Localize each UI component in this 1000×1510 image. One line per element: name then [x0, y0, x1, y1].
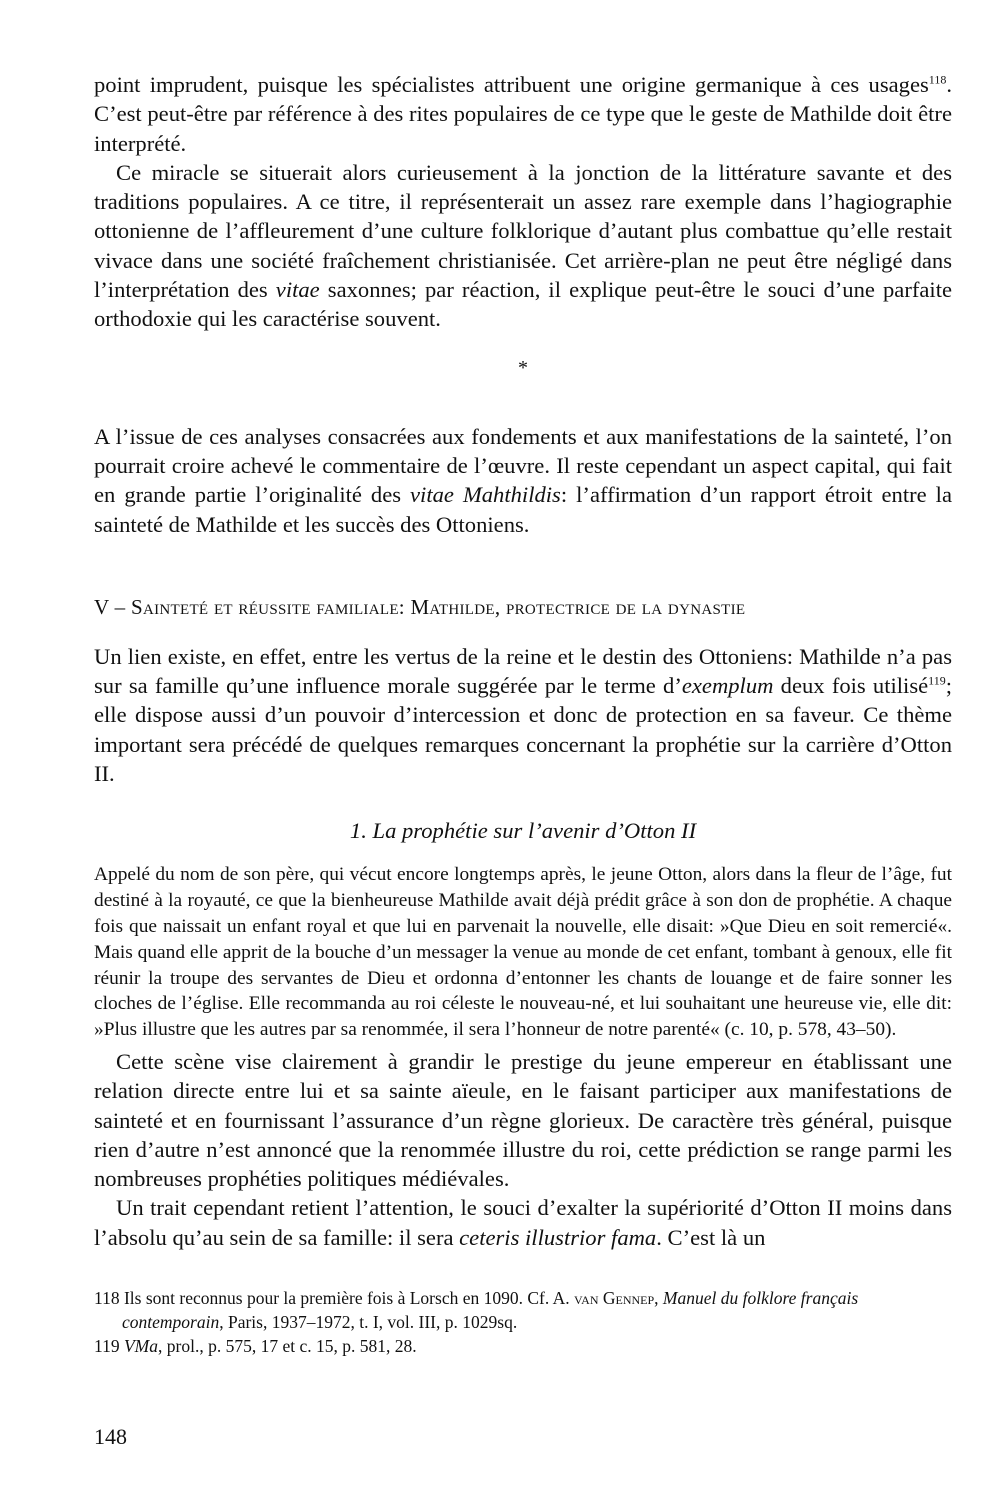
source-abbreviation: VMa	[123, 1336, 159, 1356]
paragraph: Un trait cependant retient l’attention, le souci d’exalter la supériorité d’Otton II moins dans l’absolu qu’au sein de sa famille: il sera ceteris illustrior fama. C’est là un	[94, 1195, 952, 1250]
footnote-number: 119	[94, 1336, 120, 1356]
footnote-ref[interactable]: 119	[928, 673, 946, 688]
paragraph: A l’issue de ces analyses consacrées aux fondements et aux manifestations de la sainteté, l’on pourrait croire achevé le commentaire de l’œuvre. Il reste cependant un aspect capital, qui fait en grande partie l’originalité des vitae Mahthildis: l’affirmation d’un rapport étroit entre la sainteté de Mathilde et les succès des Ottoniens.	[94, 423, 952, 537]
paragraph: point imprudent, puisque les spécialistes attribuent une origine germanique à ces usages$^{118}$. C’est peut-être par référence à des rites populaires de ce type que le geste de Mathilde doit être interprété.	[94, 72, 952, 156]
section-separator: *	[518, 356, 528, 379]
author-name: van Gennep	[574, 1288, 655, 1308]
footnote-ref[interactable]: 118	[928, 72, 947, 87]
book-title: Manuel du folklore français contemporain	[122, 1288, 859, 1332]
paragraph: Cette scène vise clairement à grandir le prestige du jeune empereur en établissant une relation directe entre lui et sa sainte aïeule, en le faisant participer aux manifestations de sainteté et en fournissant l’assurance d’un règne glorieux. De caractère très général, puisque rien d’autre n’est annoncé que la renommée illustre du roi, cette prédiction se range parmi les nombreuses prophéties politiques médiévales.	[94, 1048, 952, 1192]
paragraph: Ce miracle se situerait alors curieusement à la jonction de la littérature savante et des traditions populaires. A ce titre, il représenterait un assez rare exemple dans l’hagiographie ottonienne de l’affleurement d’une culture folklorique d’autant plus combattue qu’elle restait vivace dans une société fraîchement christianisée. Cet arrière-plan ne peut être négligé dans l’interprétation des vitae saxonnes; par réaction, il explique peut-être le souci d’une parfaite orthodoxie qui les caractérise souvent.	[94, 159, 952, 332]
section-heading: V – Sainteté et réussite familiale: Mathilde, protectrice de la dynastie	[94, 594, 746, 619]
document-page	[94, 70, 952, 1358]
footnote-number: 118	[94, 1288, 120, 1308]
block-quote: Appelé du nom de son père, qui vécut encore longtemps après, le jeune Otton, alors dans la fleur de l’âge, fut destiné à la royauté, ce que la bienheureuse Mathilde avait déjà prédit grâce à son don de prophétie. A chaque fois que naissait un enfant royal et que lui en parvenait la nouvelle, elle disait: »Que Dieu en soit remercié«. Mais quand elle apprit de la bouche d’un messager la venue au monde de cet enfant, tombant à genoux, elle fit réunir la troupe des servantes de Dieu et ordonna d’entonner les chants de louange et de faire sonner les cloches de l’église. Elle recommanda au roi céleste le nouveau-né, et lui souhaitant une heureuse vie, elle dit: »Plus illustre que les autres par sa renommée, il sera l’honneur de notre parenté« (c. 10, p. 578, 43–50).	[94, 864, 952, 1041]
footnote: 119 VMa, prol., p. 575, 17 et c. 15, p. 581, 28.	[94, 1336, 417, 1356]
paragraph: Un lien existe, en effet, entre les vertus de la reine et le destin des Ottoniens: Mathilde n’a pas sur sa famille qu’une influence morale suggérée par le terme d’exemplum deux fois utilisé$^{119}$; elle dispose aussi d’un pouvoir d’intercession et donc de protection en sa faveur. Ce thème important sera précédé de quelques remarques concernant la prophétie sur la carrière d’Otton II.	[94, 643, 952, 787]
subsection-heading: 1. La prophétie sur l’avenir d’Otton II	[349, 818, 697, 844]
footnote: 118 Ils sont reconnus pour la première fois à Lorsch en 1090. Cf. A. van Gennep, Manuel du folklore français contemporain, Paris, 1937–1972, t. I, vol. III, p. 1029sq.	[94, 1288, 859, 1332]
page-number: 148	[94, 1424, 127, 1449]
footnotes	[94, 1286, 952, 1358]
